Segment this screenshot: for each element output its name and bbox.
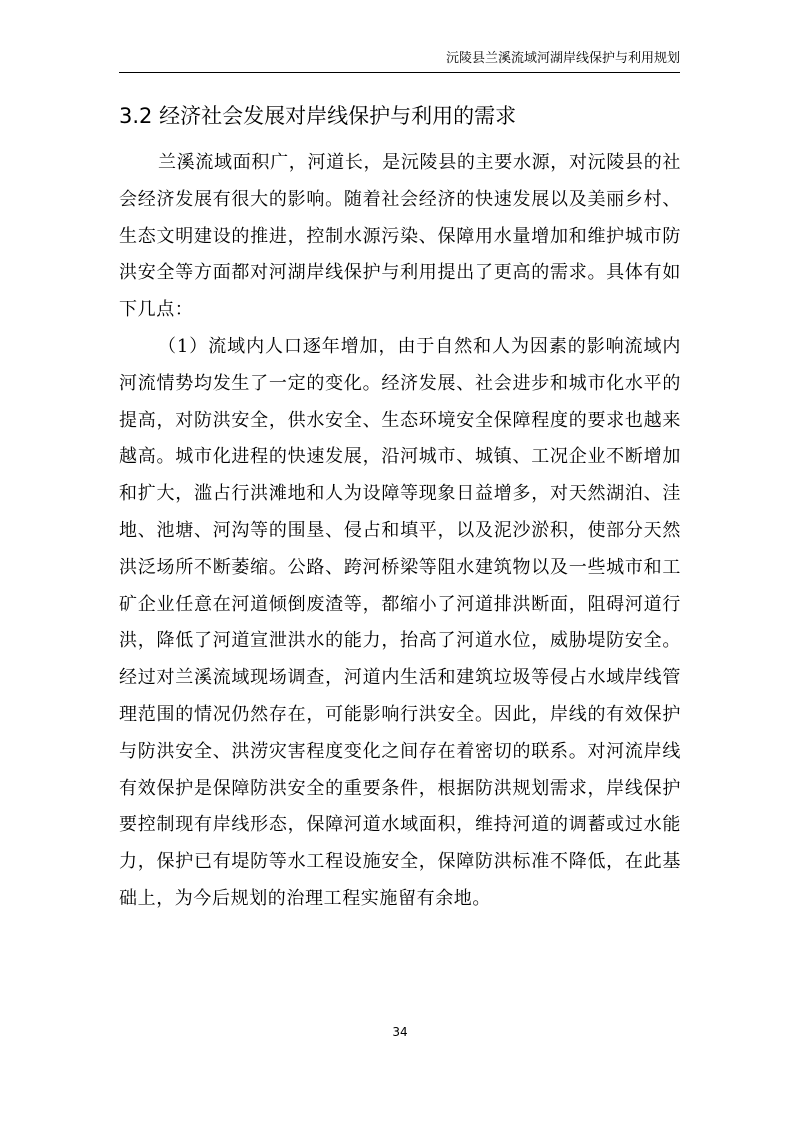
page-number: 34 — [392, 1025, 408, 1039]
section-title: 3.2 经济社会发展对岸线保护与利用的需求 — [119, 104, 517, 128]
body-text — [119, 145, 681, 918]
header-rule — [119, 72, 680, 73]
running-header: 沅陵县兰溪流域河湖岸线保护与利用规划 — [445, 51, 680, 66]
paragraph-intro: 兰溪流域面积广，河道长，是沅陵县的主要水源，对沅陵县的社会经济发展有很大的影响。随着社会经济的快速发展以及美丽乡村、生态文明建设的推进，控制水源污染、保障用水量增加和维护城市防洪安全等方面都对河湖岸线保护与利用提出了更高的需求。具体有如下几点： — [119, 152, 681, 321]
paragraph-point-1: （1）流域内人口逐年增加，由于自然和人为因素的影响流域内河流情势均发生了一定的变化。经济发展、社会进步和城市化水平的提高，对防洪安全，供水安全、生态环境安全保障程度的要求也越来越高。城市化进程的快速发展，沿河城市、城镇、工况企业不断增加和扩大，滥占行洪滩地和人为设障等现象日益增多，对天然湖泊、洼地、池塘、河沟等的围垦、侵占和填平，以及泥沙淤积，使部分天然洪泛场所不断萎缩。公路、跨河桥梁等阻水建筑物以及一些城市和工矿企业任意在河道倾倒废渣等，都缩小了河道排洪断面，阻碍河道行洪，降低了河道宣泄洪水的能力，抬高了河道水位，威胁堤防安全。经过对兰溪流域现场调查，河道内生活和建筑垃圾等侵占水域岸线管理范围的情况仍然存在，可能影响行洪安全。因此，岸线的有效保护与防洪安全、洪涝灾害程度变化之间存在着密切的联系。对河流岸线有效保护是保障防洪安全的重要条件，根据防洪规划需求，岸线保护要控制现有岸线形态，保障河道水域面积，维持河道的调蓄或过水能力，保护已有堤防等水工程设施安全，保障防洪标准不降低，在此基础上，为今后规划的治理工程实施留有余地。 — [119, 335, 681, 909]
